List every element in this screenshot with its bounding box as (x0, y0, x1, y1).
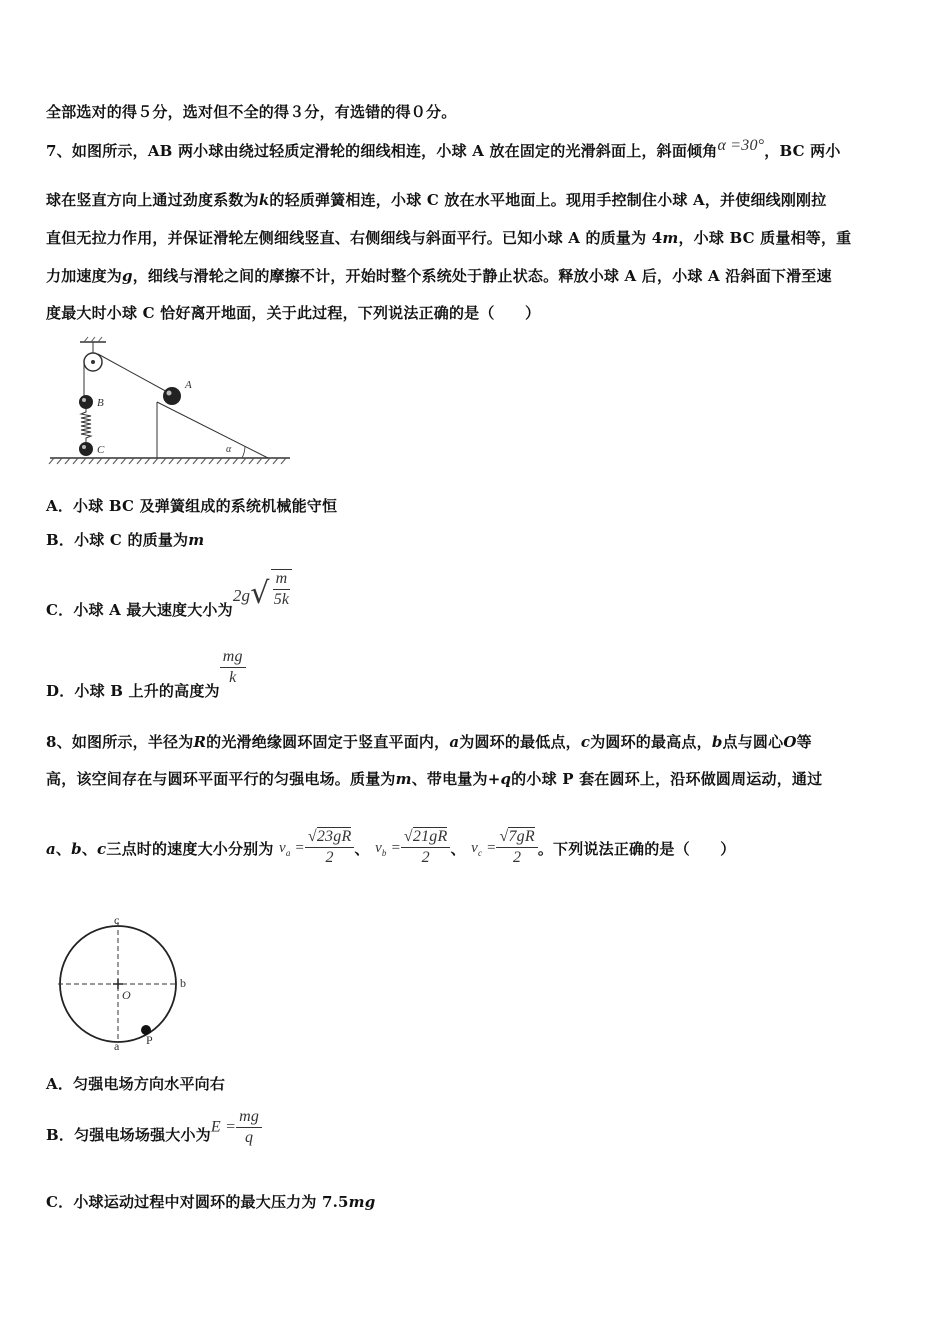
option-text: B．小球 C 的质量为 (46, 531, 189, 549)
q8-line3: a、b、c三点时的速度大小分别为 $v_a$ = $\frac{√23gR}{2}$ 、 $v_b$ = $\frac{√21gR}{2}$ 、 $v_c$ = $\frac{√7gR}{2}$ 。下列说法正确的是（ ） (46, 828, 736, 866)
q7-text: 的轻质弹簧相连，小球 C 放在水平地面上。现用手控制住小球 A，并使细线刚刚拉 (269, 191, 827, 209)
var-m: m (662, 229, 679, 247)
q8-figure (50, 912, 200, 1052)
label-c: c (114, 913, 120, 927)
alpha-label: α (226, 444, 232, 455)
e-label: E = (210, 1118, 237, 1136)
incline-surface (157, 402, 268, 458)
q7-text: 直但无拉力作用，并保证滑轮左侧细线竖直、右侧细线与斜面平行。已知小球 A 的质量为 4 (46, 229, 663, 247)
q7-figure (46, 336, 296, 466)
q7-text: 球在竖直方向上通过劲度系数为 (46, 191, 259, 209)
label-c: C (97, 444, 105, 456)
q7-option-a: A．小球 BC 及弹簧组成的系统机械能守恒 (46, 497, 338, 515)
vb-label: $v_b$ = (375, 839, 401, 858)
q7-option-c: C．小球 A 最大速度大小为2g√ $\frac{m}{5k}$ (46, 566, 292, 609)
q7-line4 (46, 265, 832, 286)
q8-text: 8、如图所示，半径为 (46, 733, 194, 751)
sqrt-fraction: $\frac{m}{5k}$ (271, 569, 293, 609)
label-b: b (180, 976, 186, 990)
q7-line5: 度最大时小球 C 恰好离开地面，关于此过程，下列说法正确的是（ ） (46, 304, 541, 322)
q7-text: 力加速度为 (46, 267, 123, 285)
label-a: A (185, 379, 192, 391)
unit-mg: mg (348, 1193, 376, 1211)
q8-option-c (46, 1191, 375, 1212)
q7-line2 (46, 189, 826, 210)
intro-line: 全部选对的得５分，选对但不全的得３分，有选错的得０分。 (46, 103, 457, 121)
q7-line3 (46, 227, 851, 248)
var-k: k (258, 191, 270, 209)
vc-fraction: $\frac{√7gR}{2}$ (496, 828, 537, 867)
coef-2g: 2g (232, 586, 251, 605)
q7-text: ，细线与滑轮之间的摩擦不计，开始时整个系统处于静止状态。释放小球 A 后，小球 A 沿斜面下滑至速 (132, 267, 832, 285)
string-incline (98, 354, 171, 394)
ball-b (79, 395, 93, 409)
ball-a (163, 387, 181, 405)
spring (81, 409, 91, 442)
q8-option-a: A．匀强电场方向水平向右 (46, 1075, 226, 1093)
q8-text: 高，该空间存在与圆环平面平行的匀强电场。质量为 (46, 770, 396, 788)
q8-line1: 8、如图所示，半径为R的光滑绝缘圆环固定于竖直平面内，a为圆环的最低点，c为圆环的最高点，b点与圆心O等 (46, 733, 812, 751)
vb-fraction: $\frac{√21gR}{2}$ (401, 828, 451, 867)
option-value: m (188, 531, 205, 549)
var-g: g (122, 267, 133, 285)
option-text: B．匀强电场场强大小为 (46, 1125, 211, 1144)
label-p: P (146, 1033, 153, 1047)
label-b: B (97, 397, 104, 409)
fraction-mg-k: $\frac{mg}{k}$ (220, 648, 246, 687)
q8-line2: 高，该空间存在与圆环平面平行的匀强电场。质量为m、带电量为+q的小球 P 套在圆环上，沿环做圆周运动，通过 (46, 770, 823, 788)
q7-text: ，BC 两小 (764, 142, 841, 160)
option-text: C．小球运动过程中对圆环的最大压力为 7.5 (46, 1193, 349, 1211)
q7-text: ，小球 BC 质量相等，重 (678, 229, 852, 247)
fraction-mg-q: $\frac{mg}{q}$ (236, 1108, 262, 1147)
q7-text: 7、如图所示，AB 两小球由绕过轻质定滑轮的细线相连，小球 A 放在固定的光滑斜面上，斜面倾角 (46, 142, 718, 160)
vc-label: $v_c$ = (471, 839, 497, 858)
ball-c (79, 442, 93, 456)
q7-option-b (46, 529, 204, 550)
q8-option-b (46, 1108, 262, 1147)
q7-line1 (46, 137, 841, 161)
option-text: D．小球 B 上升的高度为 (46, 681, 220, 700)
va-fraction: $\frac{√23gR}{2}$ (305, 828, 355, 867)
q7-option-d (46, 648, 246, 700)
angle-expression: α =30° (717, 137, 765, 154)
va-label: $v_a$ = (279, 839, 305, 858)
label-o: O (122, 988, 131, 1002)
label-a: a (114, 1039, 120, 1052)
option-text: C．小球 A 最大速度大小为 (46, 601, 233, 619)
